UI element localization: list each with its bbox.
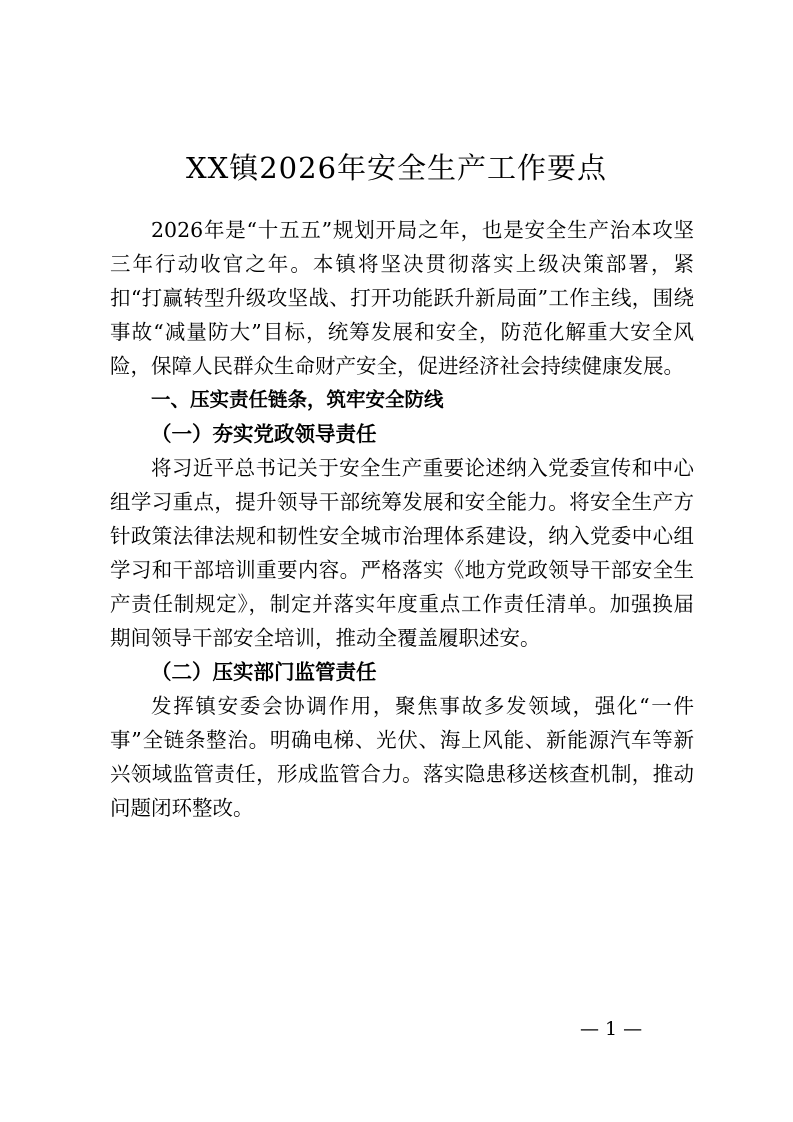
document-title: XX镇2026年安全生产工作要点 — [185, 151, 608, 185]
subsection-1-heading: （一）夯实党政领导责任 — [151, 422, 377, 446]
intro-paragraph: 2026年是“十五五”规划开局之年，也是安全生产治本攻坚三年行动收官之年。本镇将坚决贯彻落实上级决策部署，紧扣“打赢转型升级攻坚战、打开功能跃升新局面”工作主线，围绕事故“减量防大”目标，统筹发展和安全，防范化解重大安全风险，保障人民群众生命财产安全，促进经济社会持续健康发展。 — [110, 218, 694, 378]
section-1-heading: 一、压实责任链条，筑牢安全防线 — [151, 388, 444, 411]
page-number: — 1 — — [580, 1018, 643, 1040]
subsection-2-heading: （二）压实部门监管责任 — [151, 660, 377, 684]
document-body — [110, 213, 694, 825]
subsection-2-paragraph: 发挥镇安委会协调作用，聚焦事故多发领域，强化“一件事”全链条整治。明确电梯、光伏、海上风能、新能源汽车等新兴领域监管责任，形成监管合力。落实隐患移送核查机制，推动问题闭环整改。 — [110, 694, 694, 820]
subsection-1-paragraph: 将习近平总书记关于安全生产重要论述纳入党委宣传和中心组学习重点，提升领导干部统筹发展和安全能力。将安全生产方针政策法律法规和韧性安全城市治理体系建设，纳入党委中心组学习和干部培训重要内容。严格落实《地方党政领导干部安全生产责任制规定》，制定并落实年度重点工作责任清单。加强换届期间领导干部安全培训，推动全覆盖履职述安。 — [110, 456, 694, 650]
